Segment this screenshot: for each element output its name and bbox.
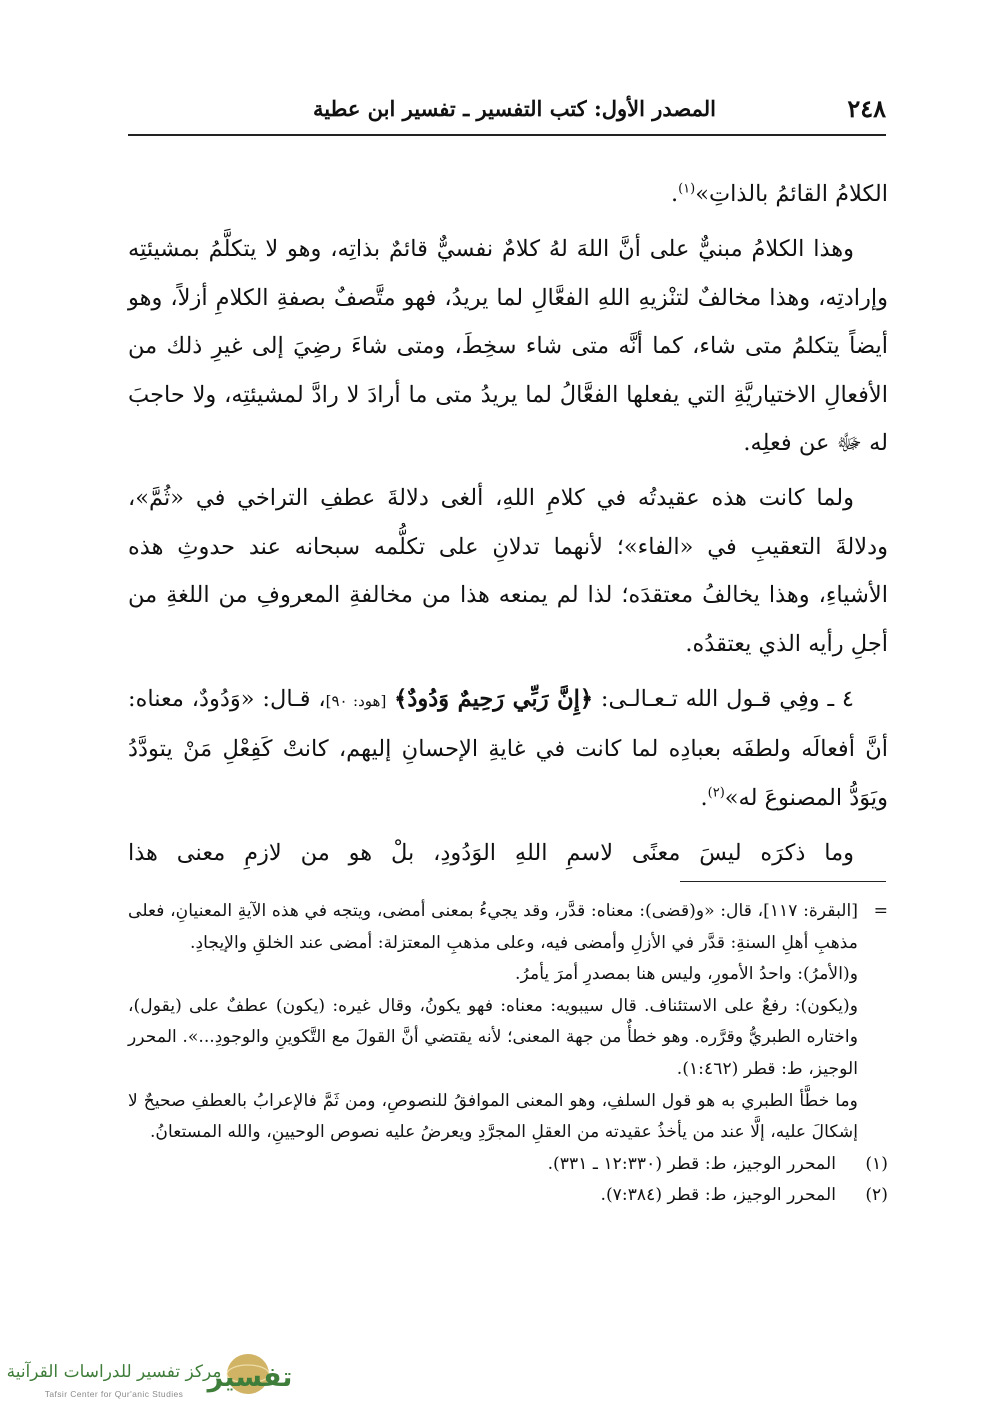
paragraph-4 <box>128 675 888 822</box>
footnote-1 <box>128 1149 888 1181</box>
footnote-cont-line-3: و(يكون): رفعٌ على الاستئناف. قال سيبويه: معناه: فهو يكونُ، وقال غيره: (يكون) عطفٌ على (يقول)، واختاره الطبريُّ وقرَّره. وهو خطأٌ من جهة المعنى؛ لأنه يقتضي أنَّ القولَ مع التَّكوينِ والوجودِ...». المحرر الوجيز، ط: قطر (١:٤٦٢). <box>128 995 858 1079</box>
logo-english-name: Tafsir Center for Qur'anic Studies <box>44 1389 184 1399</box>
paragraph-4-intro: ٤ ـ وفِي قـول الله تـعـالـى: <box>600 686 855 713</box>
footnote-ref-1: (١) <box>678 181 696 197</box>
footnote-separator <box>680 881 886 882</box>
footnote-ref-2: (٢) <box>707 785 725 801</box>
footnote-continuation <box>128 896 888 1149</box>
footnote-cont-line-4: وما خطَّأ الطبري به هو قول السلفِ، وهو المعنى الموافقُ للنصوصِ، ومن ثَمَّ فالإعرابُ بالعطفِ صحيحٌ لا إشكالَ عليه، إلَّا عند من يأخذُ عقيدته من العقلِ المجرَّدِ ويعرضُ عليه نصوص الوحيينِ، والله المستعانُ. <box>128 1090 858 1143</box>
logo-graphic <box>6 1344 293 1408</box>
main-text <box>128 170 888 885</box>
paragraph-5: وما ذكرَه ليسَ معنًى لاسمِ اللهِ الوَدُودِ، بلْ هو من لازمِ معنى هذا <box>128 840 854 867</box>
running-title: المصدر الأول: كتب التفسير ـ تفسير ابن عطية <box>313 96 716 121</box>
surah-reference: [هود: ٩٠] <box>325 692 387 711</box>
continuation-mark: = <box>873 901 888 921</box>
footnote-1-number: (١) <box>865 1153 888 1174</box>
paragraph-1-text: الكلامُ القائمُ بالذاتِ» <box>695 181 888 207</box>
footnote-2-text: المحرر الوجيز، ط: قطر (٧:٣٨٤). <box>600 1185 836 1206</box>
logo-mark: تفسير <box>207 1362 293 1393</box>
running-header <box>128 92 886 136</box>
paragraph-4-end: . <box>700 784 708 811</box>
footnotes <box>128 896 888 1212</box>
paragraph-3: ولما كانت هذه عقيدتُه في كلامِ اللهِ، ألغى دلالةَ عطفِ التراخي في «ثُمَّ»، ودلالةَ التعقيبِ في «الفاء»؛ لأنهما تدلانِ على تكلُّمه سبحانه عند حدوثِ هذه الأشياءِ، وهذا يخالفُ معتقدَه؛ لذا لم يمنعه هذا من مخالفةِ المعروفِ من اللغةِ من أجلِ رأيه الذي يعتقدُه. <box>128 485 888 657</box>
footnote-1-text: المحرر الوجيز، ط: قطر (١٢:٣٣٠ ـ ٣٣١). <box>547 1153 836 1174</box>
footnote-cont-line-2: و(الأمرُ): واحدُ الأمورِ، وليس هنا بمصدرِ أمرَ يأمرُ. <box>515 964 858 985</box>
footnote-2 <box>128 1180 888 1212</box>
quran-verse: ﴿إِنَّ رَبِّي رَحِيمٌ وَدُودٌ﴾ <box>394 686 594 713</box>
paragraph-1 <box>128 170 888 218</box>
footnote-2-number: (٢) <box>865 1185 888 1206</box>
logo-arabic-name: مركز تفسير للدراسات القرآنية <box>6 1362 222 1382</box>
paragraph-1-end: . <box>670 181 679 207</box>
paragraph-2: وهذا الكلامُ مبنيٌّ على أنَّ اللهَ لهُ كلامٌ نفسيٌّ قائمٌ بذاتِه، وهو لا يتكلَّمُ بمشيئتِه وإرادتِه، وهذا مخالفٌ لتنْزيهِ اللهِ الفعَّالِ لما يريدُ، فهو متَّصفٌ بصفةِ الكلامِ أزلاً، وهو أيضاً يتكلمُ متى شاء، كما أنَّه متى شاء سخِطَ، ومتى شاءَ رضِيَ إلى غيرِ ذلك من الأفعالِ الاختياريَّةِ التي يفعلها الفعَّالُ لما يريدُ متى ما أرادَ لا رادَّ لمشيئتِه، ولا حاجبَ له ﷻ عن فعلِه. <box>128 236 888 457</box>
footnote-cont-line-1: [البقرة: ١١٧]، قال: «و(قضى): معناه: قدَّر، وقد يجيءُ بمعنى أمضى، ويتجه في هذه الآيةِ المعنيانِ، فعلى مذهبِ أهلِ السنةِ: قدَّر في الأزلِ وأمضى فيه، وعلى مذهبِ المعتزلة: أمضى عند الخلقِ والإيجادِ. <box>128 901 858 953</box>
paragraph-4-body: ، قـال: «وَدُودٌ، معناه: أنَّ أفعالَه ولطفَه بعبادِه لما كانت في غايةِ الإحسانِ إليهم، كانتْ كَفِعْلِ مَنْ يتودَّدُ ويَوَدُّ المصنوعَ له» <box>128 686 888 811</box>
tafsir-center-logo <box>6 1344 293 1408</box>
page-number: ٢٤٨ <box>847 94 886 123</box>
